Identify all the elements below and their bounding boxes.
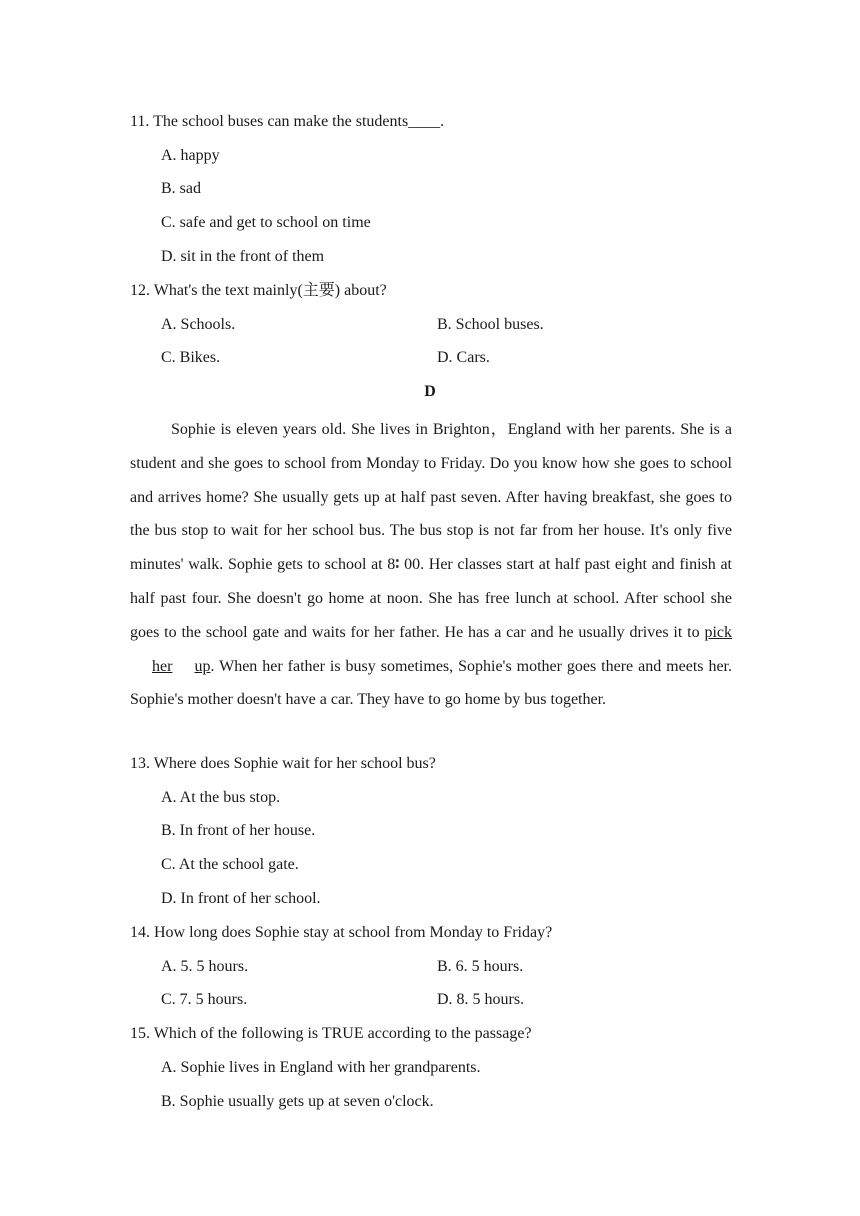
passage-text-part-2: 00. Her classes start at half past eight and finish at half past four. She doesn't go home at noon. She has free lunch at school. After school she goes to the school gate and waits for her father. He has a car and he usually drives it to — [130, 556, 732, 641]
question-11-option-b: B. sad — [161, 180, 201, 197]
question-13-stem: 13. Where does Sophie wait for her school bus? — [130, 755, 436, 772]
question-13-option-d: D. In front of her school. — [161, 890, 321, 907]
question-11-option-a: A. happy — [161, 147, 220, 164]
question-14-option-b: B. 6. 5 hours. — [437, 958, 524, 975]
question-12-option-c: C. Bikes. — [161, 349, 221, 366]
section-heading: D — [424, 383, 436, 400]
question-15-option-b: B. Sophie usually gets up at seven o'clock. — [161, 1093, 434, 1110]
question-15-option-a: A. Sophie lives in England with her grandparents. — [161, 1059, 481, 1076]
underlined-word-up: up — [194, 657, 211, 675]
reading-passage — [130, 413, 732, 717]
question-13-option-c: C. At the school gate. — [161, 856, 299, 873]
question-14-stem: 14. How long does Sophie stay at school from Monday to Friday? — [130, 924, 553, 941]
question-12-option-d: D. Cars. — [437, 349, 490, 366]
question-11-option-c: C. safe and get to school on time — [161, 214, 371, 231]
passage-text-part-1: Sophie is eleven years old. She lives in Brighton，England with her parents. She is a student and she goes to school from Monday to Friday. Do you know how she goes to school and arrives home? She usually gets up at half past seven. After having breakfast, she goes to the bus stop to wait for her school bus. The bus stop is not far from her house. It's only five minutes' walk. Sophie gets to school at 8 — [130, 421, 732, 574]
question-11-stem: 11. The school buses can make the students____. — [130, 113, 445, 130]
question-12-option-b: B. School buses. — [437, 316, 544, 333]
question-14-option-a: A. 5. 5 hours. — [161, 958, 249, 975]
passage-text-part-3: . When her father is busy sometimes, Sophie's mother goes there and meets her. Sophie's mother doesn't have a car. They have to go home by bus together. — [130, 657, 732, 709]
question-12-stem: 12. What's the text mainly(主要) about? — [130, 282, 387, 299]
passage-colon: ∶ — [395, 556, 400, 574]
underlined-word-her: her — [152, 657, 173, 675]
question-13-option-b: B. In front of her house. — [161, 822, 316, 839]
question-13-option-a: A. At the bus stop. — [161, 789, 281, 806]
question-12-option-a: A. Schools. — [161, 316, 236, 333]
question-11-option-d: D. sit in the front of them — [161, 248, 325, 265]
question-14-option-c: C. 7. 5 hours. — [161, 991, 248, 1008]
question-15-stem: 15. Which of the following is TRUE according to the passage? — [130, 1025, 532, 1042]
underlined-word-pick: pick — [704, 623, 732, 641]
question-14-option-d: D. 8. 5 hours. — [437, 991, 525, 1008]
